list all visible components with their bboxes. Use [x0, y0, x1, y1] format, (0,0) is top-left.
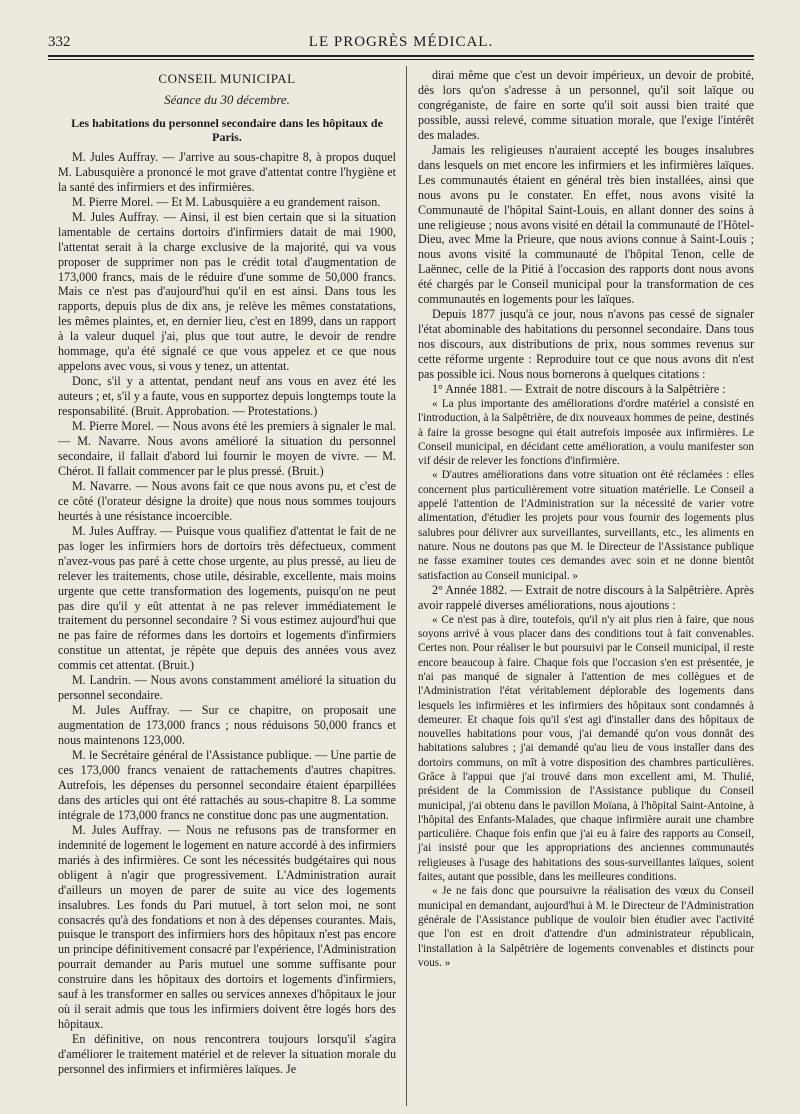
paragraph: M. Jules Auffray. — J'arrive au sous-chapitre 8, à propos duquel M. Labusquière a prononcé le mot grave d'attentat contre l'hygiène et la santé des infirmiers et des infirmières.: [58, 149, 396, 194]
quote-paragraph: « Je ne fais donc que poursuivre la réalisation des vœux du Conseil municipal en demandant, aujourd'hui à M. le Directeur de l'Administration générale de l'Assistance publique de vouloir bien étudier avec l'activité que l'on est en droit d'attendre d'un administrateur républicain, l'installation à la Salpêtrière de logements convenables et distincts pour vous. »: [418, 885, 754, 969]
paragraph: Donc, s'il y a attentat, pendant neuf ans vous en avez été les auteurs ; et, s'il y a faute, vous en supportez depuis longtemps toute la responsabilité. (Bruit. Approbation. — Protestations.): [58, 374, 396, 419]
paragraph: M. Jules Auffray. — Puisque vous qualifiez d'attentat le fait de ne pas loger les infirmiers hors de dortoirs très défectueux, comment n'avez-vous pas paré à cette chose urgente, au plus pressé, au lieu de relever les traitements, chose utile, désirable, excellente, mais moins urgente que cette transformation des logements, puisqu'on ne peut pas dire qu'il y eût attentat à ne pas relever immédiatement le traitement du personnel secondaire ? Si vous estimez aujourd'hui que ne pas faire de réformes dans les dortoirs et logements d'infirmiers constitue un attentat, je répète que depuis des années vous avez commis cet attentat. (Bruit.): [58, 523, 396, 673]
quote-paragraph: « Ce n'est pas à dire, toutefois, qu'il n'y ait plus rien à faire, que nous soyons arrivé à vous placer dans des conditions tout à fait convenables. Certes non. Pour réaliser le but poursuivi par le Conseil municipal, il reste encore beaucoup à faire. Chaque fois que l'occasion s'en est présentée, je n'ai pas manqué de signaler à l'attention de mes collègues et de l'Administration l'état véritablement déplorable des logements dans lesquels les infirmières et les infirmiers des hôpitaux sont condamnés à demeurer. Et chaque fois qu'il s'est agi d'installer dans des hôpitaux de nouvelles habitations pour vous, j'ai demandé qu'on vous donnât des habitations salubres ; j'ai demandé qu'au lieu de vous installer dans des dortoirs communs, on mît à votre disposition des chambres particulières. Grâce à l'appui que j'ai trouvé dans mon excellent ami, M. Thulié, président de la Commission de l'Assistance publique du Conseil municipal, j'ai obtenu dans le pavillon Moïana, à l'hôpital Saint-Antoine, à l'hôpital des Enfants-Malades, que chaque infirmière aurait une chambre particulière. Chaque fois enfin que j'ai eu à faire des rapports au Conseil, j'ai insisté pour que les appropriations des anciennes communautés religieuses à l'usage des habitations des sous-surveillantes laïques, soient faites, autant que possible, dans les meilleures conditions.: [418, 613, 754, 884]
paragraph: En définitive, on nous rencontrera toujours lorsqu'il s'agira d'améliorer le traitement matériel et de relever la situation morale du personnel des infirmiers et infirmières laïques. Je: [58, 1032, 396, 1077]
right-column: [418, 68, 754, 970]
left-column: [58, 68, 396, 1077]
paragraph: 1° Année 1881. — Extrait de notre discours à la Salpêtrière :: [432, 382, 726, 397]
running-title: LE PROGRÈS MÉDICAL.: [308, 34, 494, 50]
paragraph: M. Landrin. — Nous avons constamment amélioré la situation du personnel secondaire.: [58, 673, 396, 703]
paragraph: M. Pierre Morel. — Nous avons été les premiers à signaler le mal. — M. Navarre. Nous avons amélioré la situation du personnel secondaire, il fallait d'abord lui fournir le moyen de vivre. — M. Chérot. Il fallait commencer par le plus pressé. (Bruit.): [58, 419, 396, 478]
page-number: 332: [48, 34, 71, 50]
quote-paragraph: « D'autres améliorations dans votre situation ont été réclamées : elles concernent plus particulièrement votre situation matérielle. Le Conseil a appelé l'attention de l'Administration sur la nécessité de varier votre alimentation, d'étudier les projets pour vous fournir des logements plus salubres pour délivrer aux surveillantes, surveillants, etc., les aliments en nature. Nous ne doutons pas que M. le Directeur de l'Assistance publique ne fasse examiner toutes ces demandes avec soin et ne donne bientôt satisfaction au Conseil municipal. »: [418, 469, 754, 582]
column-separator: [406, 66, 407, 1106]
page-header: [48, 30, 754, 56]
paragraph: M. Jules Auffray. — Sur ce chapitre, on proposait une augmentation de 173,000 francs ; nous réduisons 50,000 francs et nous maintenons 123,000.: [58, 703, 396, 748]
paragraph: M. Jules Auffray. — Ainsi, il est bien certain que si la situation lamentable de certains dortoirs d'infirmiers datait de mai 1900, l'attentat serait à la charge exclusive de la majorité, qui va vous proposer de supprimer non pas le crédit total d'augmentation de 173,000 francs, mais de le réduire d'une somme de 50,000 francs. Mais ce n'est pas d'aujourd'hui qu'il en est ainsi. Dans tous les rapports, depuis plus de dix ans, je relève les mêmes constatations, les mêmes plaintes, et, en dernier lieu, c'est en 1899, dans un rapport à la valeur duquel j'ai, plus que tout autre, le devoir de rendre hommage, qu'a été signalé ce que vous appelez et ce que nous appelons avec vous, si vous y tenez, un attentat.: [58, 209, 396, 374]
paragraph: Jamais les religieuses n'auraient accepté les bouges insalubres dans lesquels on met encore les infirmiers et les infirmières laïques. Les communautés étaient en général très bien installées, ainsi que nous avons pu le constater. En effet, nous avons visité la Communauté de l'hôpital Saint-Louis, en allant donner des soins à une religieuse ; nous avons visité en détail la communauté de l'Hôtel-Dieu, avec Mme la Prieure, que nous avions connue à Saint-Louis ; nous avons visité la communauté de l'hôpital Tenon, celle de Laënnec, celle de la Pitié à l'occasion des rapports dont nous avons été chargés par le Conseil municipal pour la transformation de ces communautés en logements pour les laïques.: [418, 142, 754, 307]
paragraph: dirai même que c'est un devoir impérieux, un devoir de probité, dès lors qu'on s'adresse à un personnel, qu'il soit laïque ou congréganiste, de faire en sorte qu'il soit aussi bien traité que possible, aussi relevé, comme situation morale, que l'exige l'intérêt des malades.: [418, 68, 754, 142]
session-date: Séance du 30 décembre.: [164, 91, 290, 107]
paragraph: 2° Année 1882. — Extrait de notre discours à la Salpêtrière. Après avoir rappelé diverses améliorations, nous ajoutions :: [418, 582, 754, 612]
header-rule-thin: [48, 59, 754, 60]
header-rule: [48, 55, 754, 57]
paragraph: M. Pierre Morel. — Et M. Labusquière a eu grandement raison.: [72, 194, 381, 209]
paragraph: M. Navarre. — Nous avons fait ce que nous avons pu, et c'est de ce côté (l'orateur désigne la droite) que nous nous sommes toujours heurtés à une résistance incoercible.: [58, 478, 396, 523]
paragraph: Depuis 1877 jusqu'à ce jour, nous n'avons pas cessé de signaler l'état abominable des habitations du personnel secondaire. Dans tous nos discours, aux distributions de prix, nous sommes revenus sur cette réforme urgente : Reproduire tout ce que nous avons dit n'est pas possible ici. Nous nous bornerons à quelques citations :: [418, 307, 754, 382]
paragraph: M. le Secrétaire général de l'Assistance publique. — Une partie de ces 173,000 francs venaient de rattachements d'autres chapitres. Autrefois, les dépenses du personnel secondaire étaient éparpillées dans des articles qui ont été rattachés au sous-chapitre 8. La somme intégrale de 173,000 francs ne constitue donc pas une augmentation.: [58, 748, 396, 822]
section-title: CONSEIL MUNICIPAL: [158, 71, 296, 86]
quote-paragraph: « La plus importante des améliorations d'ordre matériel a consisté en l'introduction, à la Salpêtrière, de dix nouveaux hommes de peine, destinés à faire la grosse besogne qui était autrefois imposée aux infirmières. Le Conseil municipal, en décidant cette amélioration, a voulu manifester son vif désir de relever les fonctions d'infirmière.: [418, 397, 754, 468]
article-title: Les habitations du personnel secondaire dans les hôpitaux de Paris.: [71, 115, 383, 144]
paragraph: M. Jules Auffray. — Nous ne refusons pas de transformer en indemnité de logement le logement en nature accordé à des infirmiers mariés à des infirmières. Ce sont les nécessités budgétaires qui nous obligent à n'agir que progressivement. L'Administration aurait d'ailleurs un moyen de parer de suite au vice des logements insalubres. Les fonds du Pari mutuel, à tort selon moi, ne sont consacrés qu'à des fondations et non à des dépenses courantes. Mais, puisque le transport des infirmiers hors des hôpitaux n'est pas encore un principe définitivement consacré par l'expérience, l'Administration pourrait demander au Paris mutuel une somme suffisante pour construire dans les hôpitaux des dortoirs et logements d'infirmiers, sauf à les transformer en salles ou services annexes d'hôpitaux le jour où il serait admis que tous les infirmiers doivent être logés hors des hôpitaux.: [58, 822, 396, 1032]
